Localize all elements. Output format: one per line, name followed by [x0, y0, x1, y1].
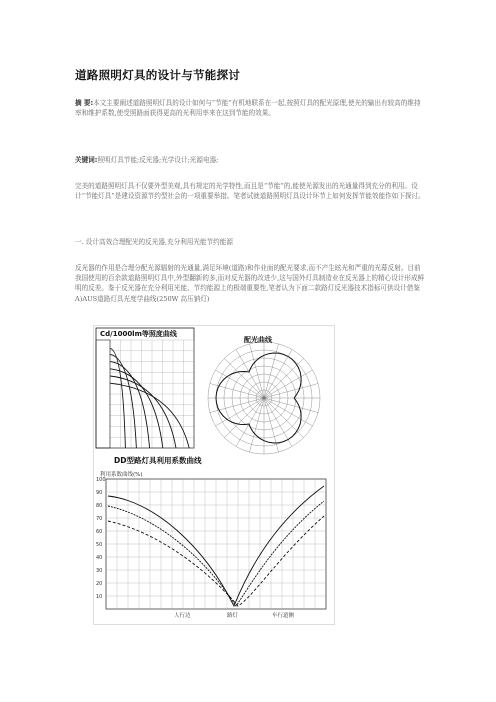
- keywords-label: 关键词:: [75, 156, 98, 164]
- iso-illuminance-chart: [96, 328, 194, 448]
- abstract-paragraph: [75, 98, 425, 118]
- util-ytick: 60: [96, 529, 103, 535]
- abstract-label: 摘 要:: [75, 99, 94, 107]
- polar-spoke: [210, 398, 264, 412]
- photometric-figure: [93, 325, 335, 625]
- util-ytick: 100: [96, 477, 106, 483]
- polar-spoke: [250, 398, 264, 452]
- polar-chart: [208, 335, 320, 454]
- abstract-text: 本文主要阐述道路照明灯具的设计如何与“节能”有机地联系在一起,按照灯具的配光原理,使光的输出有较高的维持率和维护系数,使受照路面获得更高的光利用率来在这到节能的效果。: [75, 99, 421, 118]
- util-ytick: 90: [96, 490, 103, 496]
- util-ylabel: 利用系数曲线(%): [100, 472, 143, 478]
- keywords-text: 照明灯具节能;反光器;光学设计;光源电器;: [97, 156, 219, 164]
- util-ytick: 50: [96, 542, 103, 548]
- util-ytick: 30: [96, 568, 103, 574]
- polar-spoke: [216, 370, 264, 398]
- polar-spoke: [250, 344, 264, 398]
- body-paragraph: 反光器的作用是合理分配光源辐射的光通量,满足环境(道路)和作业面的配光要求,而不产生眩光和严重的光幕反射。目前我国使用的百余款道路照明灯具中,外型翻新的多,而对反光器的改进少,这与国外灯具制造业在反光器上的精心设计形成鲜明的反差。鉴于反光器在充分利用光能、节约能源上的极端重要性,笔者认为下面二款路灯反光器技术指标可供设计借鉴A)AUS道路灯具光度学曲线(250W 高压钠灯): [75, 264, 425, 303]
- util-title: DD型路灯具利用系数曲线: [114, 456, 202, 465]
- util-ytick: 80: [96, 503, 103, 509]
- polar-spoke: [264, 398, 278, 452]
- polar-spoke: [236, 398, 264, 446]
- polar-spoke: [216, 398, 264, 426]
- util-ytick: 20: [96, 581, 103, 587]
- util-ytick: 70: [96, 516, 103, 522]
- document-title: 道路照明灯具的设计与节能探讨: [75, 68, 241, 82]
- polar-spoke: [264, 398, 318, 412]
- iso-title: Cd/1000lm等照度曲线: [100, 330, 177, 338]
- section-heading: 一. 设计高效合理配光的反光器,充分利用光能节约能源: [75, 238, 233, 246]
- polar-spoke: [264, 398, 312, 426]
- polar-spoke: [264, 344, 278, 398]
- figure-svg: [94, 326, 334, 624]
- util-ytick: 40: [96, 555, 103, 561]
- util-ytick: 10: [96, 594, 103, 600]
- polar-spoke: [210, 384, 264, 398]
- polar-spoke: [264, 384, 318, 398]
- util-xlabel-left: 人行边: [174, 613, 191, 619]
- polar-spoke: [224, 358, 264, 398]
- polar-spoke: [264, 370, 312, 398]
- keywords-paragraph: [75, 155, 425, 165]
- polar-spoke: [224, 398, 264, 438]
- polar-spoke: [236, 350, 264, 398]
- polar-title: 配光曲线: [244, 336, 272, 344]
- util-xlabel-right: 车行道侧: [272, 613, 295, 619]
- util-xlabel-mid: 路灯: [227, 613, 239, 619]
- intro-paragraph: 完美的道路照明灯具不仅要外型美观,具有规定的光学特性,而且是“节能”的,能使光源发出的光通量得到充分的利用。设计“节能灯具”是建设资源节约型社会的一项重要举措。笔者试就道路照明灯具设计环节上如何发挥节能效能作如下探讨。: [75, 182, 425, 201]
- utilization-chart: [96, 455, 326, 619]
